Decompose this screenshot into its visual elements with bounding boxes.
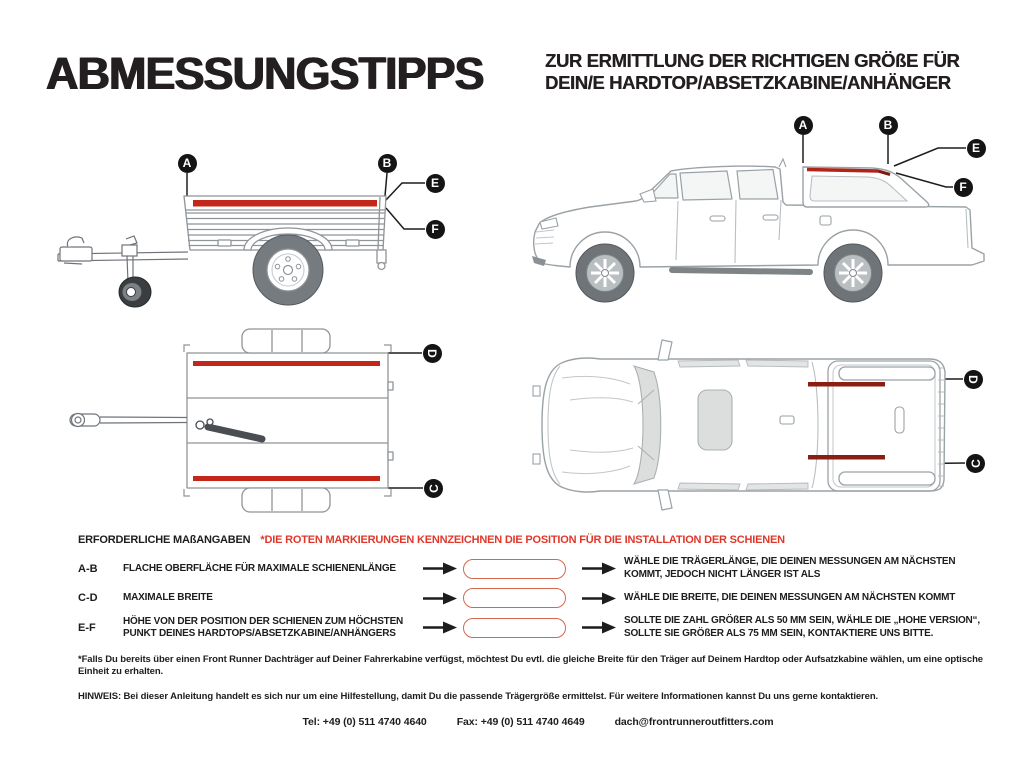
page-subtitle [545,50,959,93]
measurement-value-field [463,618,566,638]
rear-sliding-window [780,416,794,424]
measurement-row-ef [78,615,988,640]
rail-position-marking [193,200,377,207]
legend-red-note: *DIE ROTEN MARKIERUNGEN KENNZEICHNEN DIE POSITION FÜR DIE INSTALLATION DER SCHIENEN [260,534,785,546]
page-title: ABMESSUNGSTIPPS [46,48,484,99]
contact-line [0,716,1024,728]
legend-heading: ERFORDERLICHE MAßANGABEN [78,534,251,546]
rail-position-marking-bottom [193,476,380,481]
arrow-right-icon [582,621,616,634]
truck-side-drawing [520,108,1020,313]
trailer-rear-support [377,250,386,270]
measurement-value-field [463,559,566,579]
row-description: FLACHE OBERFLÄCHE FÜR MAXIMALE SCHIENENLÄNGE [123,562,396,574]
callout-a-badge: A [794,116,813,135]
callout-c-badge: C [966,454,985,473]
callout-e-badge: E [426,174,445,193]
row-result: SOLLTE DIE ZAHL GRÖßER ALS 50 MM SEIN, WÄHLE DIE „HOHE VERSION“, SOLLTE SIE GRÖßER ALS 75 MM SEIN, KONTAKTIERE UNS BITTE. [624,615,980,639]
callout-b-badge: B [879,116,898,135]
row-key: A-B [78,562,98,575]
contact-fax: Fax: +49 (0) 511 4740 4649 [456,716,585,728]
trailer-side-view-figure [50,140,450,320]
row-key: E-F [78,621,96,634]
row-result: WÄHLE DIE TRÄGERLÄNGE, DIE DEINEN MESSUNGEN AM NÄCHSTEN KOMMT, JEDOCH NICHT LÄNGER IST ALS [624,556,956,580]
callout-leader-lines [388,353,423,488]
asterisk-footnote: *Falls Du bereits über einen Front Runner Dachträger auf Deiner Fahrerkabine verfügst, möchtest Du evtl. die gleiche Breite für den Träger auf Deinem Hardtop oder Aufsatzkabine wählen, um eine optische Einheit zu erhalten. [78,654,983,677]
contact-tel: Tel: +49 (0) 511 4740 4640 [302,716,427,728]
callout-f-badge: F [954,178,973,197]
arrow-right-icon [423,592,457,605]
truck-top-view-figure [530,330,1022,522]
rail-position-marking-bottom [808,455,885,460]
callout-e-badge: E [967,139,986,158]
measurement-row-ab [78,556,988,581]
sunroof [698,390,732,450]
trailer-top-view-figure [50,325,460,520]
row-key: C-D [78,592,98,604]
hinweis-footnote: HINWEIS: Bei dieser Anleitung handelt es sich nur um eine Hilfestellung, damit Du die passende Trägergröße ermittelst. Für weitere Informationen kannst Du uns gerne kontaktieren. [78,691,879,702]
rail-position-marking-top [808,382,885,387]
arrow-right-icon [582,592,616,605]
callout-d-badge: D [964,370,983,389]
callout-d-badge: D [423,344,442,363]
subtitle-line-2: DEIN/E HARDTOP/ABSETZKABINE/ANHÄNGER [545,71,951,93]
measurement-value-field [463,588,566,608]
subtitle-line-1: ZUR ERMITTLUNG DER RICHTIGEN GRÖßE FÜR [545,50,960,71]
callout-c-badge: C [424,479,443,498]
callout-f-badge: F [426,220,445,239]
trailer-top-drawing [50,325,460,520]
callout-b-badge: B [378,154,397,173]
trailer-wheel [253,235,323,305]
truck-side-view-figure [520,108,1020,313]
trailer-body-top [187,329,393,512]
measurement-rows [78,556,988,647]
legend-header [78,534,785,546]
row-result: WÄHLE DIE BREITE, DIE DEINEN MESSUNGEN AM NÄCHSTEN KOMMT [624,591,956,603]
callout-a-badge: A [178,154,197,173]
arrow-right-icon [582,562,616,575]
arrow-right-icon [423,562,457,575]
tow-hooks [533,386,540,464]
rail-position-marking-top [193,361,380,366]
truck-top-drawing [530,330,1022,522]
row-description: HÖHE VON DER POSITION DER SCHIENEN ZUM HÖCHSTEN PUNKT DEINES HARDTOPS/ABSETZKABINE/ANHÄNGERS [123,615,404,639]
contact-email: dach@frontrunneroutfitters.com [614,716,774,728]
arrow-right-icon [423,621,457,634]
running-board [672,270,810,272]
jockey-wheel [119,236,151,307]
tongue-and-coupler [70,414,187,427]
measurement-row-cd [78,588,988,608]
row-description: MAXIMALE BREITE [123,592,213,603]
